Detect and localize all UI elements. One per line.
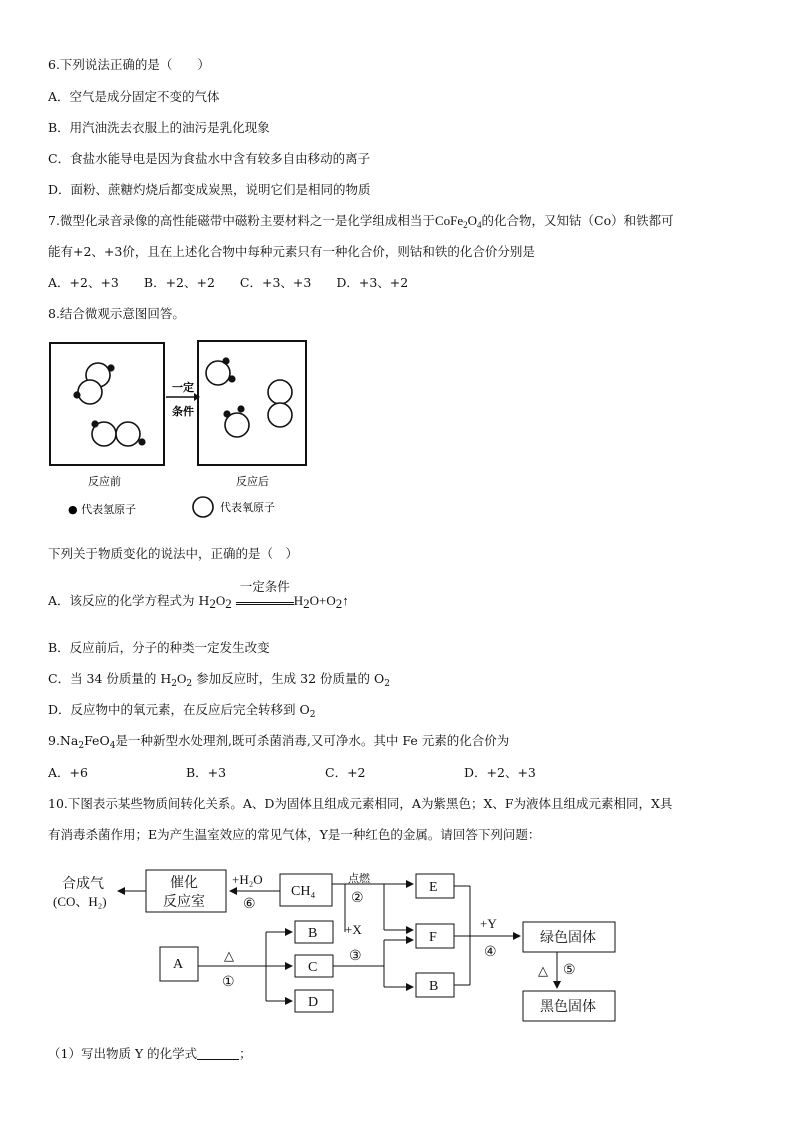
arrow-condition-bottom: 条件 [172,405,194,418]
q8-option-b: B．反应前后，分子的种类一定发生改变 [48,640,270,655]
arrow-condition-top: 一定 [172,381,194,394]
step-6: ⑥ [243,897,256,912]
hydrogen-atom [237,405,244,412]
q10-stem-line1: 10.下图表示某些物质间转化关系。A、D为固体且组成元素相同，A为紫黑色；X、F为液体且组成元素相同，X具 [48,796,673,811]
q6-stem: 6.下列说法正确的是（ ） [48,57,210,72]
ignite-label: 点燃 [348,873,370,885]
hydrogen-atom [223,410,230,417]
q8-option-a: A．该反应的化学方程式为 $H_2O_2$ 一定条件 $H_2O+O_2↑$ [48,579,349,611]
q8-question: 下列关于物质变化的说法中，正确的是（ ） [48,546,299,561]
q10-conversion-diagram [0,860,794,1030]
q7-stem-line2: 能有+2、+3价，且在上述化合物中每种元素只有一种化合价，则钴和铁的化合价分别是 [48,244,535,259]
step-3: ③ [349,949,362,964]
hydrogen-atom [107,364,114,371]
plus-x: +X [345,922,362,937]
step-1: ① [222,975,235,990]
plus-y: +Y [480,916,497,931]
q8-option-c: C．当 34 份质量的 $H_2O_2$ 参加反应时，生成 32 份质量的 $O_2$ [48,671,390,689]
q8-option-d: D．反应物中的氧元素，在反应后完全转移到 $O_2$ [48,702,316,720]
b-label: B [308,926,318,941]
black-solid-label: 黑色固体 [540,1000,596,1015]
plus-h2o: +H₂O [232,872,263,887]
before-box [50,343,164,465]
b2-label: B [429,979,439,994]
q10-sub1: （1）写出物质 Y 的化学式 ； [48,1046,252,1061]
reactor-line2: 反应室 [163,895,205,910]
q7-stem-line1: 7.微型化录音录像的高性能磁带中磁粉主要材料之一是化学组成相当于$CoFe_2O_4$的化合物，又知钴（Co）和铁都可 [48,213,674,230]
legend-oxygen-symbol [193,497,213,517]
f-label: F [429,930,437,945]
step-4: ④ [484,945,497,960]
syngas-formula: (CO、H₂) [53,894,107,909]
answer-blank[interactable] [197,1047,239,1060]
e-label: E [429,880,438,895]
q7-options: A．+2、+3 B．+2、+2 C．+3、+3 D．+3、+2 [48,275,409,290]
reactor-line1: 催化 [170,876,198,891]
oxygen-atom [268,380,292,404]
oxygen-atom [268,403,292,427]
oxygen-atom [116,422,140,446]
heat-symbol: △ [224,948,234,963]
green-solid-label: 绿色固体 [540,931,596,946]
q9-option-a: A．+6 [48,765,88,780]
legend-oxygen: 代表氧原子 [220,501,275,514]
oxygen-atom [78,380,102,404]
after-box [198,341,306,465]
ch4-label: CH₄ [291,884,316,899]
q10-stem-line2: 有消毒杀菌作用；E为产生温室效应的常见气体，Y是一种红色的金属。请回答下列问题： [48,827,541,842]
d-label: D [308,995,319,1010]
q6-option-b: B．用汽油洗去衣服上的油污是乳化现象 [48,120,270,135]
hydrogen-atom [138,438,145,445]
q6-option-d: D．面粉、蔗糖灼烧后都变成炭黑，说明它们是相同的物质 [48,182,371,197]
step-2: ② [351,891,364,906]
heat-symbol-2: △ [538,963,548,978]
c-label: C [308,960,318,975]
q9-option-c: C．+2 [325,765,366,780]
step-5: ⑤ [563,963,576,978]
syngas-label: 合成气 [62,877,104,892]
hydrogen-atom [228,375,235,382]
q6-option-a: A．空气是成分固定不变的气体 [48,89,220,104]
q7-formula: $CoFe_2O_4$ [434,213,482,230]
q8-stem: 8.结合微观示意图回答。 [48,306,185,321]
q6-option-c: C．食盐水能导电是因为食盐水中含有较多自由移动的离子 [48,151,371,166]
hydrogen-atom [222,357,229,364]
legend-hydrogen: ● 代表氢原子 [68,503,137,516]
q9-stem: $9.Na_2FeO_4$是一种新型水处理剂,既可杀菌消毒,又可净水。其中 Fe 元素的化合价为 [48,733,510,751]
hydrogen-atom [73,391,80,398]
label-after: 反应后 [236,475,269,488]
q9-option-b: B．+3 [186,765,227,780]
a-label: A [173,957,184,972]
hydrogen-atom [91,420,98,427]
q8-micro-diagram [40,335,340,525]
oxygen-atom [206,361,230,385]
q9-option-d: D．+2、+3 [464,765,536,780]
label-before: 反应前 [88,475,121,488]
